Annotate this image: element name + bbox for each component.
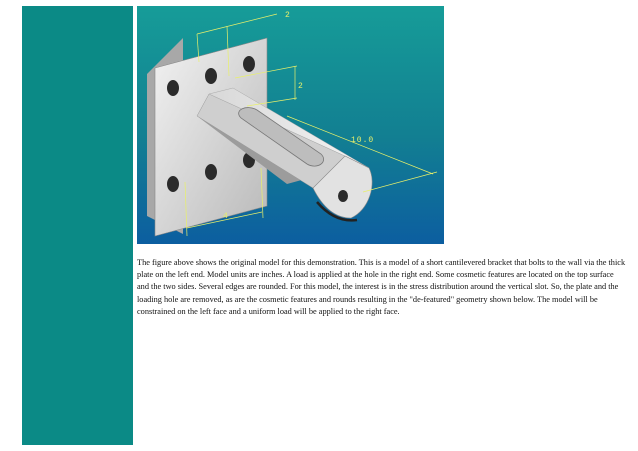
- bracket-model-figure: [137, 6, 444, 244]
- bolt-hole: [167, 80, 179, 96]
- dim-right-height: 2: [298, 82, 304, 91]
- loading-hole: [338, 190, 348, 202]
- dim-hole-spacing: 4: [223, 212, 229, 221]
- figure-caption: The figure above shows the original model for this demonstration. This is a model of a short cantilevered bracket that bolts to the wall via the thick plate on the left end. Model units are inches. A load is applied at the hole in the right end. Some cosmetic features are located on the top surface and the two sides. Several edges are rounded. For this model, the interest is in the stress distribution around the vertical slot. So, the plate and the loading hole are removed, as are the cosmetic features and rounds resulting in the "de-featured" geometry shown below. The model will be constrained on the left face and a uniform load will be applied to the right face.: [137, 258, 626, 316]
- bolt-hole: [243, 56, 255, 72]
- bolt-hole: [167, 176, 179, 192]
- left-sidebar-band: [22, 6, 133, 445]
- dim-top-width: 2: [285, 11, 291, 20]
- bolt-hole: [205, 68, 217, 84]
- bracket-model-drawing: [137, 6, 444, 244]
- bolt-hole: [205, 164, 217, 180]
- dim-arm-length: 10.0: [351, 136, 375, 145]
